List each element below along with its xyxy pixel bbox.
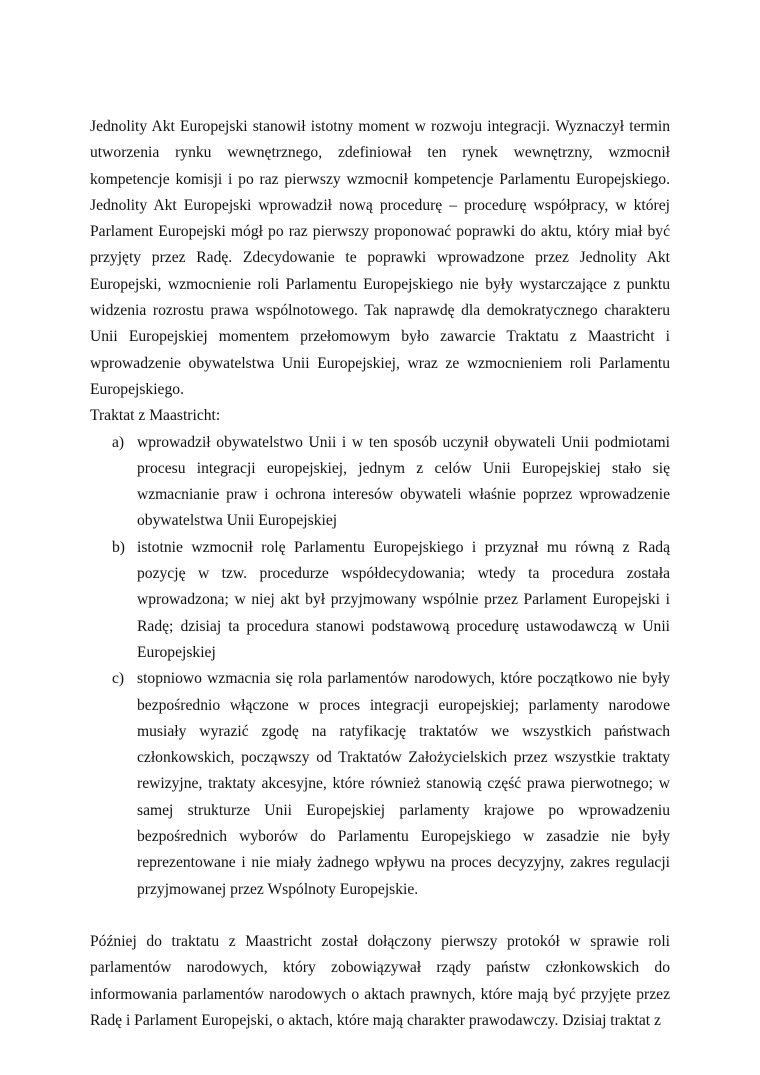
- list-item: [90, 430, 670, 535]
- maastricht-list: [90, 430, 670, 903]
- list-marker: b): [112, 538, 125, 556]
- paragraph-spacer: [90, 903, 670, 929]
- list-item-text: wprowadził obywatelstwo Unii i w ten sposób uczynił obywateli Unii podmiotami procesu integracji europejskiej, jednym z celów Unii Europejskiej stało się wzmacnianie praw i ochrona interesów obywateli właśnie poprzez wprowadzenie obywatelstwa Unii Europejskiej: [137, 433, 670, 530]
- list-marker: c): [112, 670, 125, 688]
- list-item: [90, 666, 670, 903]
- list-marker: a): [112, 433, 125, 451]
- paragraph-single-european-act: Jednolity Akt Europejski stanowił istotny moment w rozwoju integracji. Wyznaczył termin utworzenia rynku wewnętrznego, zdefiniował ten rynek wewnętrzny, wzmocnił kompetencje komisji i po raz pierwszy wzmocnił kompetencje Parlamentu Europejskiego. Jednolity Akt Europejski wprowadził nową procedurę – procedurę współpracy, w której Parlament Europejski mógł po raz pierwszy proponować poprawki do aktu, który miał być przyjęty przez Radę. Zdecydowanie te poprawki wprowadzone przez Jednolity Akt Europejski, wzmocnienie roli Parlamentu Europejskiego nie były wystarczające z punktu widzenia rozrostu prawa wspólnotowego. Tak naprawdę dla demokratycznego charakteru Unii Europejskiej momentem przełomowym było zawarcie Traktatu z Maastricht i wprowadzenie obywatelstwa Unii Europejskiej, wraz ze wzmocnieniem roli Parlamentu Europejskiego.: [90, 118, 670, 398]
- paragraph-national-parliaments: Później do traktatu z Maastricht został dołączony pierwszy protokół w sprawie roli parlamentów narodowych, który zobowiązywał rządy państw członkowskich do informowania parlamentów narodowych o aktach prawnych, które mają być przyjęte przez Radę i Parlament Europejski, o aktach, które mają charakter prawodawczy. Dzisiaj traktat z: [90, 932, 670, 1029]
- list-item-text: stopniowo wzmacnia się rola parlamentów narodowych, które początkowo nie były bezpośrednio włączone w proces integracji europejskiej; parlamenty narodowe musiały wyrazić zgodę na ratyfikację traktatów we wszystkich państwach członkowskich, począwszy od Traktatów Założycielskich przez wszystkie traktaty rewizyjne, traktaty akcesyjne, które również stanowią część prawa pierwotnego; w samej strukturze Unii Europejskiej parlamenty krajowe po wprowadzeniu bezpośrednich wyborów do Parlamentu Europejskiego w zasadzie nie były reprezentowane i nie miały żadnego wpływu na proces decyzyjny, zakres regulacji przyjmowanej przez Wspólnoty Europejskie.: [137, 670, 670, 898]
- list-item: [90, 535, 670, 666]
- list-item-text: istotnie wzmocnił rolę Parlamentu Europejskiego i przyznał mu równą z Radą pozycję w tzw. procedurze współdecydowania; wtedy ta procedura została wprowadzona; w niej akt był przyjmowany wspólnie przez Parlament Europejski i Radę; dzisiaj ta procedura stanowi podstawową procedurę ustawodawczą w Unii Europejskiej: [137, 538, 670, 661]
- document-body: [90, 114, 670, 1034]
- list-intro: Traktat z Maastricht:: [90, 407, 221, 425]
